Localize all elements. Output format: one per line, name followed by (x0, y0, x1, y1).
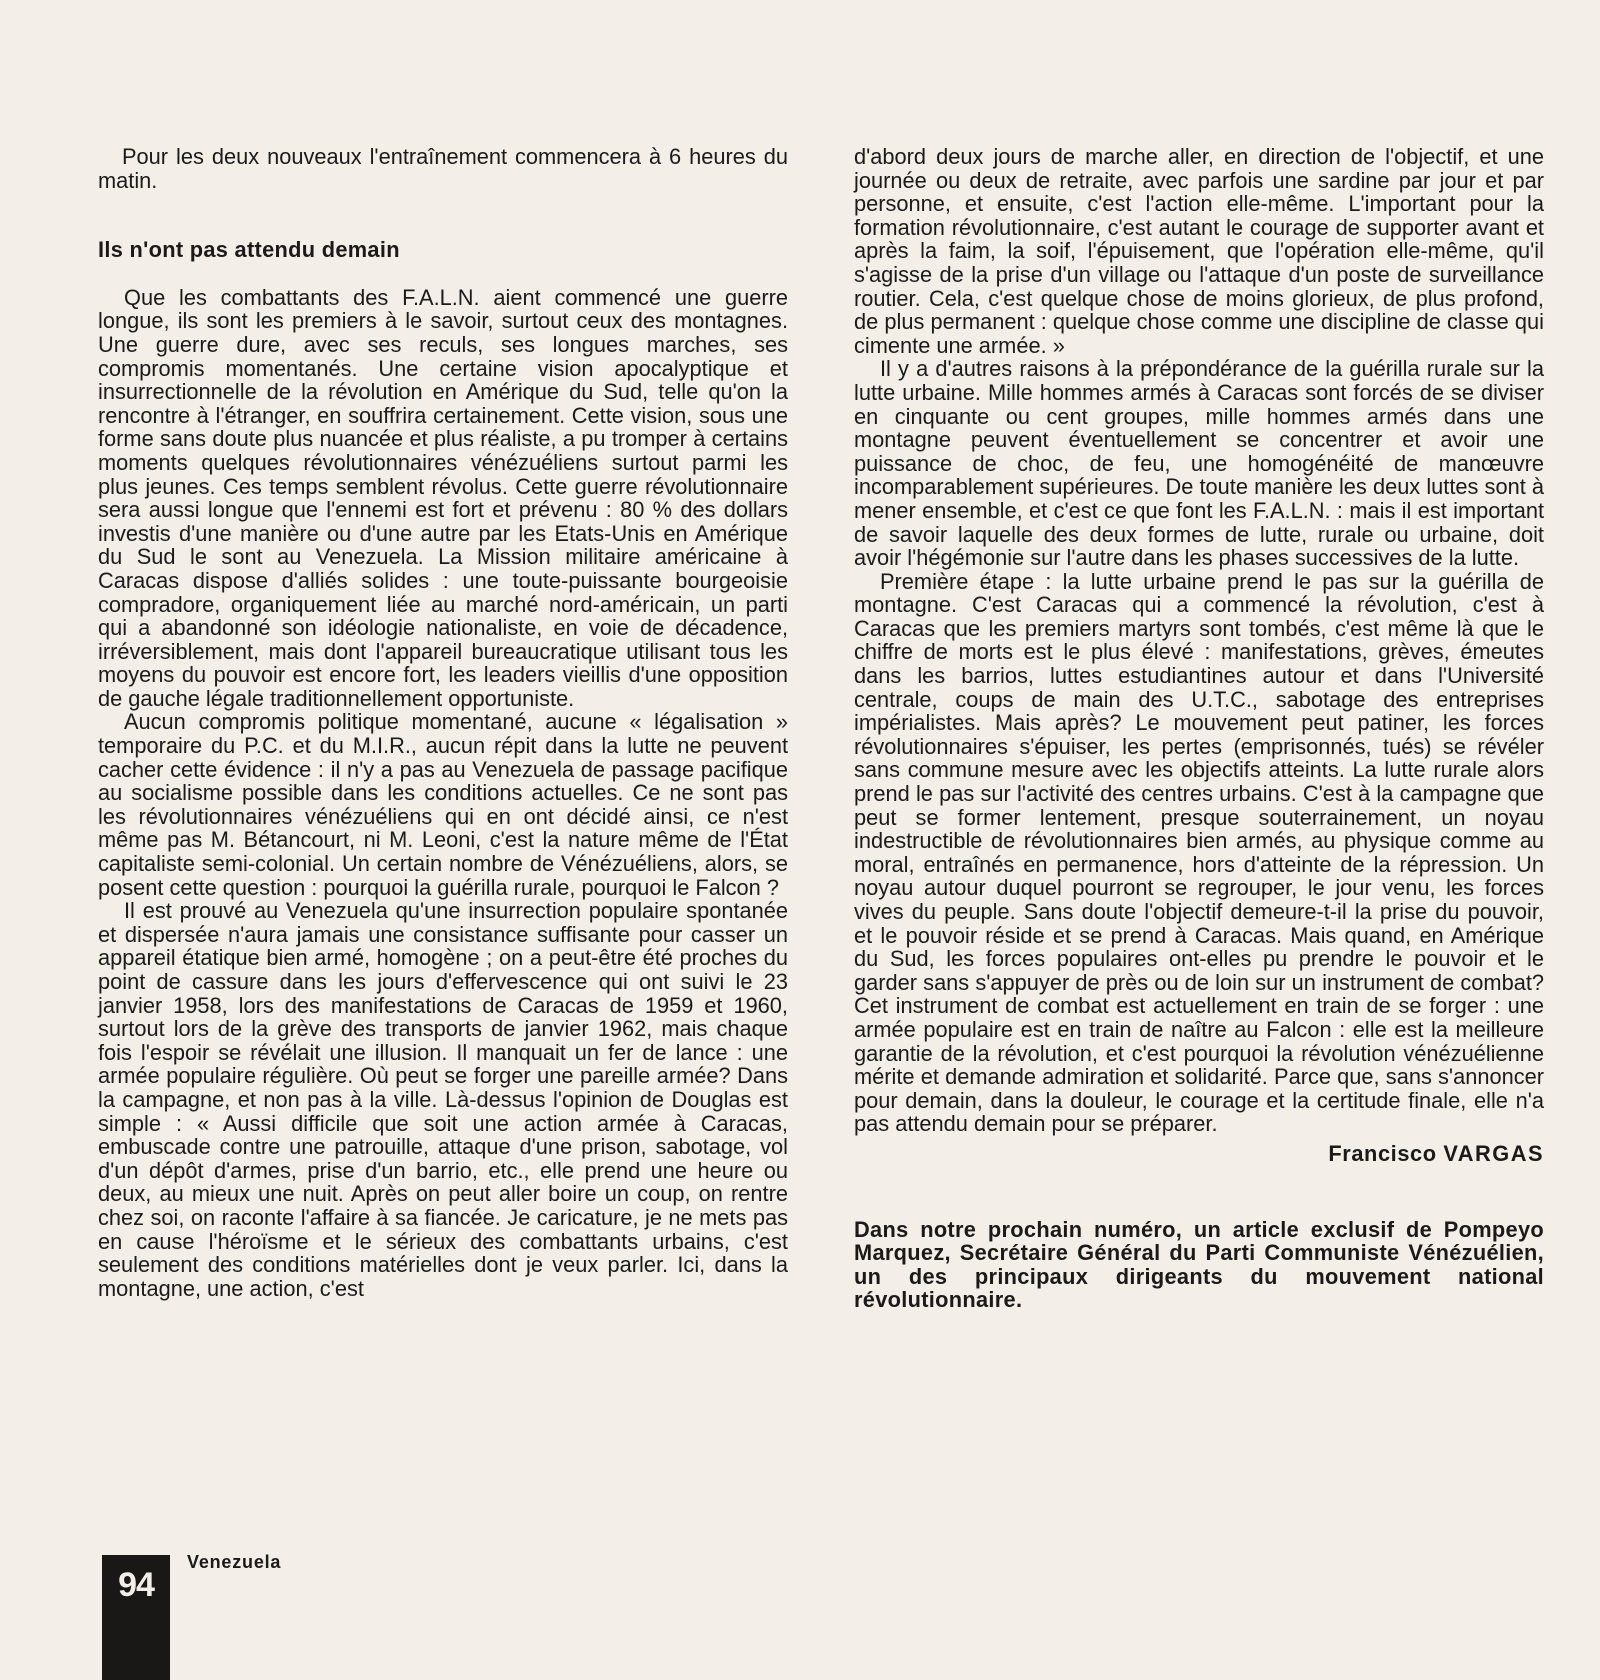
body-paragraph: d'abord deux jours de marche aller, en direction de l'objectif, et une journée ou deux de retraite, avec parfois une sardine par jour et par personne, et ensuite, c'est l'action elle-même. L'important pour la formation révolutionnaire, c'est autant le courage de supporter avant et après la faim, la soif, l'épuisement, que l'opération elle-même, qu'il s'agisse de la prise d'un village ou l'attaque d'un poste de surveillance routier. Cela, c'est quelque chose de moins glorieux, de plus profond, de plus permanent : quelque chose comme une discipline de classe qui cimente une armée. » (854, 144, 1544, 358)
body-paragraph: Aucun compromis politique momentané, aucune « légalisation » temporaire du P.C. et du M.I.R., aucun répit dans la lutte ne peuvent cacher cette évidence : il n'y a pas au Venezuela de passage pacifique au socialisme possible dans les conditions actuelles. Ce ne sont pas les révolutionnaires vénézuéliens qui en ont décidé ainsi, ce n'est même pas M. Bétancourt, ni M. Leoni, c'est la nature même de l'État capitaliste semi-colonial. Un certain nombre de Vénézuéliens, alors, se posent cette question : pourquoi la guérilla rurale, pourquoi le Falcon ? (98, 709, 788, 900)
body-paragraph: Que les combattants des F.A.L.N. aient commencé une guerre longue, ils sont les premiers à le savoir, surtout ceux des montagnes. Une guerre dure, avec ses reculs, ses longues marches, ses compromis momentanés. Une certaine vision apocalyptique et insurrectionnelle de la révolution en Amérique du Sud, telle qu'on la rencontre à l'étranger, en souffrira certainement. Cette vision, sous une forme sans doute plus nuancée et plus réaliste, a pu tromper à certains moments quelques révolutionnaires vénézuéliens surtout parmi les plus jeunes. Ces temps semblent révolus. Cette guerre révolutionnaire sera aussi longue que l'ennemi est fort et prévenu : 80 % des dollars investis d'une manière ou d'une autre par les Etats-Unis en Amérique du Sud le sont au Venezuela. La Mission militaire américaine à Caracas dispose d'alliés solides : une toute-puissante bourgeoisie compradore, organiquement liée au marché nord-américain, un parti qui a abandonné son idéologie nationaliste, en voie de décadence, irréversiblement, mais dont l'appareil bureaucratique utilisant tous les moyens du pouvoir est encore fort, les leaders vieillis d'une opposition de gauche légale traditionnellement opportuniste. (98, 284, 788, 711)
author-first-name: Francisco (1328, 1140, 1437, 1166)
next-issue-announcement: Dans notre prochain numéro, un article exclusif de Pompeyo Marquez, Secrétaire Général du Parti Communiste Vénézuélien, un des principaux dirigeants du mouvement national révolutionnaire. (854, 1216, 1544, 1313)
body-paragraph: Il est prouvé au Venezuela qu'une insurrection populaire spontanée et dispersée n'aura jamais une consistance suffisante pour casser un appareil étatique bien armé, homogène ; on a peut-être été proches du point de cassure dans les jours d'effervescence qui ont suivi le 23 janvier 1958, lors des manifestations de Caracas de 1959 et 1960, surtout lors de la grève des transports de janvier 1962, mais chaque fois l'espoir se révélait une illusion. Il manquait un fer de lance : une armée populaire régulière. Où peut se forger une pareille armée? Dans la campagne, et non pas à la ville. Là-dessus l'opinion de Douglas est simple : « Aussi difficile que soit une action armée à Caracas, embuscade contre une patrouille, attaque d'une prison, sabotage, vol d'un dépôt d'armes, prise d'un barrio, etc., elle prend une heure ou deux, au mieux une nuit. Après on peut aller boire un coup, on rentre chez soi, on raconte l'affaire à sa fiancée. Je caricature, je ne mets pas en cause l'héroïsme et le sérieux des combattants urbains, c'est seulement des conditions matérielles dont je veux parler. Ici, dans la montagne, une action, c'est (98, 898, 788, 1301)
section-heading: Ils n'ont pas attendu demain (98, 237, 400, 263)
running-title: Venezuela (187, 1552, 282, 1572)
author-last-name: VARGAS (1443, 1140, 1544, 1166)
body-paragraph: Il y a d'autres raisons à la prépondérance de la guérilla rurale sur la lutte urbaine. Mille hommes armés à Caracas sont forcés de se diviser en cinquante ou cent groupes, mille hommes armés dans une montagne peuvent éventuellement se concentrer et avoir une puissance de choc, de feu, une homogénéité de manœuvre incomparablement supérieures. De toute manière les deux luttes sont à mener ensemble, et c'est ce que font les F.A.L.N. : mais il est important de savoir laquelle des deux formes de lutte, rurale ou urbaine, doit avoir l'hégémonie sur l'autre dans les phases successives de la lutte. (854, 356, 1544, 571)
author-signature (854, 1142, 1544, 1166)
right-column (854, 145, 1544, 1312)
left-column (98, 145, 788, 1300)
intro-paragraph: Pour les deux nouveaux l'entraînement commencera à 6 heures du matin. (98, 144, 788, 193)
body-paragraph: Première étape : la lutte urbaine prend le pas sur la guérilla de montagne. C'est Caracas qui a commencé la révolution, c'est à Caracas que les premiers martyrs sont tombés, c'est même là que le chiffre de morts est le plus élevé : manifestations, grèves, émeutes dans les barrios, luttes estudiantines autour et dans l'Université centrale, coups de main des U.T.C., sabotage des entreprises impérialistes. Mais après? Le mouvement peut patiner, les forces révolutionnaires s'épuiser, les pertes (emprisonnés, tués) se révéler sans commune mesure avec les objectifs atteints. La lutte rurale alors prend le pas sur l'activité des centres urbains. C'est à la campagne que peut se former lentement, presque souterrainement, un noyau indestructible de révolutionnaires bien armés, au physique comme au moral, entraînés en permanence, hors d'atteinte de la répression. Un noyau autour duquel pourront se regrouper, le jour venu, les forces vives du peuple. Sans doute l'objectif demeure-t-il la prise du pouvoir, et le pouvoir réside et se prend à Caracas. Mais quand, en Amérique du Sud, les forces populaires ont-elles pu prendre le pouvoir et le garder sans s'appuyer de près ou de loin sur un instrument de combat? Cet instrument de combat est actuellement en train de se forger : une armée populaire est en train de naître au Falcon : elle est la meilleure garantie de la révolution, et c'est pourquoi la révolution vénézuélienne mérite et demande admiration et solidarité. Parce que, sans s'annoncer pour demain, dans la douleur, le courage et la certitude finale, elle n'a pas attendu demain pour se préparer. (854, 568, 1544, 1137)
page-number: 94 (118, 1566, 154, 1604)
